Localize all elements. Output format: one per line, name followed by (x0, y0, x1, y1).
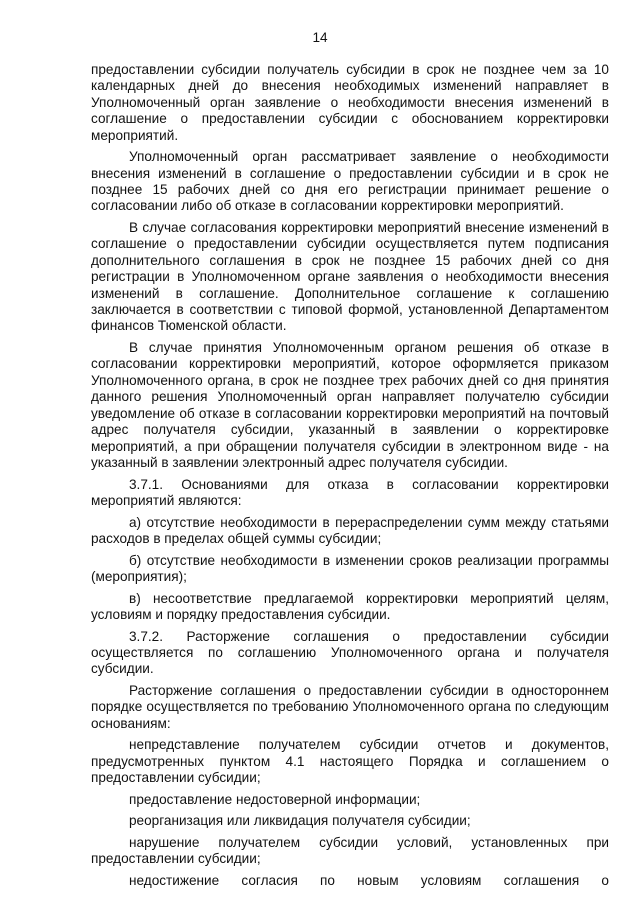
paragraph: непредставление получателем субсидии отчетов и документов, предусмотренных пунктом 4.1 настоящего Порядка и соглашением о предоставлении субсидии; (91, 737, 609, 786)
paragraph: б) отсутствие необходимости в изменении сроков реализации программы (мероприятия); (91, 552, 609, 584)
paragraph: предоставлении субсидии получатель субсидии в срок не позднее чем за 10 календарных дней до внесения необходимых изменений направляет в Уполномоченный орган заявление о необходимости внесения изменений в соглашение о предоставлении субсидии с обоснованием корректировки мероприятий. (91, 62, 609, 143)
paragraph: в) несоответствие предлагаемой корректировки мероприятий целям, условиям и порядку предоставления субсидии. (91, 590, 609, 622)
paragraph: предоставление недостоверной информации; (129, 791, 421, 807)
paragraph: недостижение согласия по новым условиям соглашения о (129, 872, 609, 888)
paragraph: В случае согласования корректировки мероприятий внесение изменений в соглашение о предоставлении субсидии осуществляется путем подписания дополнительного соглашения в срок не позднее 15 рабочих дней со дня регистрации в Уполномоченном органе заявления о необходимости внесения изменений в соглашение. Дополнительное соглашение к соглашению заключается в соответствии с типовой формой, установленной Департаментом финансов Тюменской области. (91, 220, 609, 334)
paragraph: Уполномоченный орган рассматривает заявление о необходимости внесения изменений в соглашение о предоставлении субсидии и в срок не позднее 15 рабочих дней со дня его регистрации принимает решение о согласовании либо об отказе в согласовании корректировки мероприятий. (91, 149, 609, 214)
paragraph: 3.7.1. Основаниями для отказа в согласовании корректировки мероприятий являются: (91, 476, 609, 508)
paragraph: а) отсутствие необходимости в перераспределении сумм между статьями расходов в пределах общей суммы субсидии; (91, 514, 609, 546)
paragraph: В случае принятия Уполномоченным органом решения об отказе в согласовании корректировки мероприятий, которое оформляется приказом Уполномоченного органа, в срок не позднее трех рабочих дней со дня принятия данного решения Уполномоченный орган направляет получателю субсидии уведомление об отказе в согласовании корректировки мероприятий на почтовый адрес получателя субсидии, указанный в заявлении о корректировке мероприятий, а при обращении получателя субсидии в электронном виде - на указанный в заявлении электронный адрес получателя субсидии. (91, 340, 609, 470)
paragraph: реорганизация или ликвидация получателя субсидии; (129, 813, 471, 829)
paragraph: Расторжение соглашения о предоставлении субсидии в одностороннем порядке осуществляется по требованию Уполномоченного органа по следующим основаниям: (91, 682, 609, 731)
page-number: 14 (312, 30, 328, 45)
paragraph: нарушение получателем субсидии условий, установленных при предоставлении субсидии; (91, 834, 609, 867)
paragraph: 3.7.2. Расторжение соглашения о предоставлении субсидии осуществляется по соглашению Уполномоченного органа и получателя субсидии. (91, 628, 609, 677)
document-body (91, 62, 609, 895)
